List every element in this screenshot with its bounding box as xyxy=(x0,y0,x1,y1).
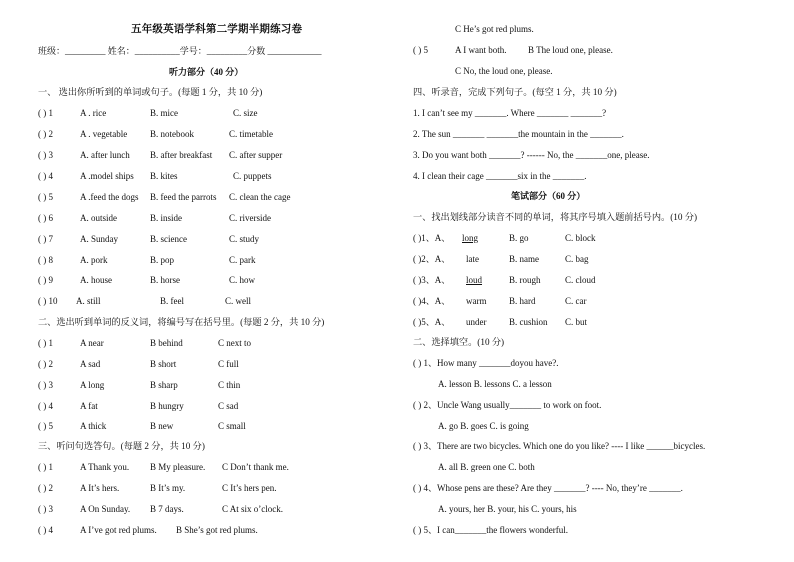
option-b: B. name xyxy=(509,254,539,264)
question-number: ( ) 1 xyxy=(38,338,53,348)
option-c: C. bag xyxy=(565,254,589,264)
option-c: C. after supper xyxy=(229,150,283,160)
option-a: under xyxy=(466,317,487,327)
option-a: A Thank you. xyxy=(80,462,130,472)
option-c: C thin xyxy=(218,380,241,390)
question-number: ( ) 9 xyxy=(38,275,53,285)
question-number: ( ) 4 xyxy=(38,171,53,181)
question-number: ( ) 5 xyxy=(38,192,53,202)
option-b: B new xyxy=(150,421,174,431)
option-b: B. go xyxy=(509,233,529,243)
option-a: long xyxy=(462,233,479,243)
option-c: C. puppets xyxy=(233,171,272,181)
option-c: C next to xyxy=(218,338,251,348)
option-a: warm xyxy=(466,296,487,306)
option-a: A . rice xyxy=(80,108,107,118)
option-b: B. science xyxy=(150,234,187,244)
question-number: ( )3、A、 xyxy=(413,275,451,285)
question-number: ( ) 3 xyxy=(38,380,53,390)
question-number: ( ) 7 xyxy=(38,234,53,244)
question-options: A. all B. green one C. both xyxy=(438,462,535,472)
option-a: A .model ships xyxy=(80,171,134,181)
option-c: C. timetable xyxy=(229,129,273,139)
option-a: A It’s hers. xyxy=(80,483,120,493)
question-number: ( ) 3 xyxy=(38,504,53,514)
exam-title: 五年级英语学科第二学期半期练习卷 xyxy=(131,24,303,35)
fill-sentence: 1. I can’t see my _______. Where _______ _______? xyxy=(413,108,607,118)
question-number: ( )1、A、 xyxy=(413,233,451,243)
option-a: A thick xyxy=(80,421,107,431)
option-b: B It’s my. xyxy=(150,483,186,493)
question-number: ( ) 2 xyxy=(38,359,53,369)
option-a: A fat xyxy=(80,401,98,411)
writing-2-heading: 二、选择填空。(10 分) xyxy=(413,337,505,347)
option-c: C small xyxy=(218,421,246,431)
question-options: A. lesson B. lessons C. a lesson xyxy=(438,379,552,389)
fill-sentence: 4. I clean their cage _______six in the _______. xyxy=(413,171,587,181)
option-a: A. still xyxy=(76,296,101,306)
student-info-line: 班级：_________ 姓名：__________学号：_________分数 ____________ xyxy=(38,46,322,56)
option-a: A. Sunday xyxy=(80,234,118,244)
option-a: A long xyxy=(80,380,105,390)
option-b: B 7 days. xyxy=(150,504,184,514)
option-c: C It’s hers pen. xyxy=(222,483,277,493)
option-b: B The loud one, please. xyxy=(528,45,613,55)
question-number: ( ) 4 xyxy=(38,401,53,411)
option-b: B. kites xyxy=(150,171,178,181)
question-number: ( ) 8 xyxy=(38,255,53,265)
option-c: C. cloud xyxy=(565,275,596,285)
option-c: C. car xyxy=(565,296,587,306)
option-a: A. after lunch xyxy=(80,150,130,160)
question-number: ( ) 2 xyxy=(38,129,53,139)
option-a: late xyxy=(466,254,479,264)
option-b: B behind xyxy=(150,338,183,348)
question-number: ( ) 6 xyxy=(38,213,53,223)
option-a: A On Sunday. xyxy=(80,504,131,514)
option-c: C. clean the cage xyxy=(229,192,291,202)
option-c: C He’s got red plums. xyxy=(455,24,534,34)
option-c: C. how xyxy=(229,275,256,285)
question-number: ( )4、A、 xyxy=(413,296,451,306)
option-c: C No, the loud one, please. xyxy=(455,66,553,76)
question-stem: ( ) 1、How many _______doyou have?. xyxy=(413,358,559,368)
option-b: B. feed the parrots xyxy=(150,192,217,202)
option-b: B sharp xyxy=(150,380,178,390)
listening-heading: 听力部分（40 分） xyxy=(169,67,244,77)
option-c: C. block xyxy=(565,233,596,243)
question-number: ( ) 5 xyxy=(413,45,428,55)
option-c: C sad xyxy=(218,401,239,411)
question-stem: ( ) 5、I can_______the flowers wonderful. xyxy=(413,525,568,535)
option-a: A near xyxy=(80,338,104,348)
section-1-heading: 一、 选出你所听到的单词或句子。(每题 1 分，共 10 分) xyxy=(38,87,263,97)
writing-heading: 笔试部分（60 分） xyxy=(511,191,586,201)
question-number: ( ) 1 xyxy=(38,462,53,472)
option-b: B hungry xyxy=(150,401,184,411)
question-number: ( )5、A、 xyxy=(413,317,451,327)
option-b: B. feel xyxy=(160,296,184,306)
fill-sentence: 3. Do you want both _______? ------ No, the _______one, please. xyxy=(413,150,650,160)
section-3-heading: 三、听问句选答句。(每题 2 分，共 10 分) xyxy=(38,441,205,451)
question-stem: ( ) 3、There are two bicycles. Which one do you like? ---- I like ______bicycles. xyxy=(413,441,706,451)
question-number: ( ) 3 xyxy=(38,150,53,160)
question-number: ( ) 5 xyxy=(38,421,53,431)
option-c: C. but xyxy=(565,317,588,327)
option-b: B My pleasure. xyxy=(150,462,206,472)
option-b: B. inside xyxy=(150,213,183,223)
option-b: B. after breakfast xyxy=(150,150,213,160)
option-b: B. pop xyxy=(150,255,175,265)
option-a: loud xyxy=(466,275,483,285)
option-a: A. outside xyxy=(80,213,117,223)
question-number: ( )2、A、 xyxy=(413,254,451,264)
question-number: ( ) 1 xyxy=(38,108,53,118)
fill-sentence: 2. The sun _______ _______the mountain in the _______. xyxy=(413,129,624,139)
writing-1-heading: 一、找出划线部分读音不同的单词，将其序号填入题前括号内。(10 分) xyxy=(413,212,698,222)
option-c: C At six o’clock. xyxy=(222,504,283,514)
option-b: B. hard xyxy=(509,296,536,306)
option-b: B. notebook xyxy=(150,129,194,139)
option-c: C Don’t thank me. xyxy=(222,462,289,472)
option-a: A I want both. xyxy=(455,45,507,55)
question-options: A. go B. goes C. is going xyxy=(438,421,529,431)
option-c: C. park xyxy=(229,255,256,265)
option-b: B. rough xyxy=(509,275,541,285)
option-c: C. well xyxy=(225,296,251,306)
option-b: B short xyxy=(150,359,177,369)
question-stem: ( ) 2、Uncle Wang usually_______ to work on foot. xyxy=(413,400,602,410)
question-number: ( ) 2 xyxy=(38,483,53,493)
option-a: A. pork xyxy=(80,255,108,265)
option-a: A .feed the dogs xyxy=(80,192,139,202)
option-a: A . vegetable xyxy=(80,129,128,139)
section-4-heading: 四、听录音，完成下列句子。(每空 1 分，共 10 分) xyxy=(413,87,617,97)
section-2-heading: 二、选出听到单词的反义词，将编号写在括号里。(每题 2 分，共 10 分) xyxy=(38,317,325,327)
option-c: C. riverside xyxy=(229,213,271,223)
option-b: B. horse xyxy=(150,275,180,285)
option-b: B. mice xyxy=(150,108,178,118)
option-c: C. study xyxy=(229,234,260,244)
option-a: A sad xyxy=(80,359,101,369)
option-c: C. size xyxy=(233,108,258,118)
option-b: B She’s got red plums. xyxy=(176,525,258,535)
option-b: B. cushion xyxy=(509,317,548,327)
option-c: C full xyxy=(218,359,239,369)
option-a: A. house xyxy=(80,275,112,285)
question-number: ( ) 10 xyxy=(38,296,58,306)
question-number: ( ) 4 xyxy=(38,525,53,535)
option-a: A I’ve got red plums. xyxy=(80,525,157,535)
question-options: A. yours, her B. your, his C. yours, his xyxy=(438,504,577,514)
question-stem: ( ) 4、Whose pens are these? Are they _______? ---- No, they’re _______. xyxy=(413,483,683,493)
